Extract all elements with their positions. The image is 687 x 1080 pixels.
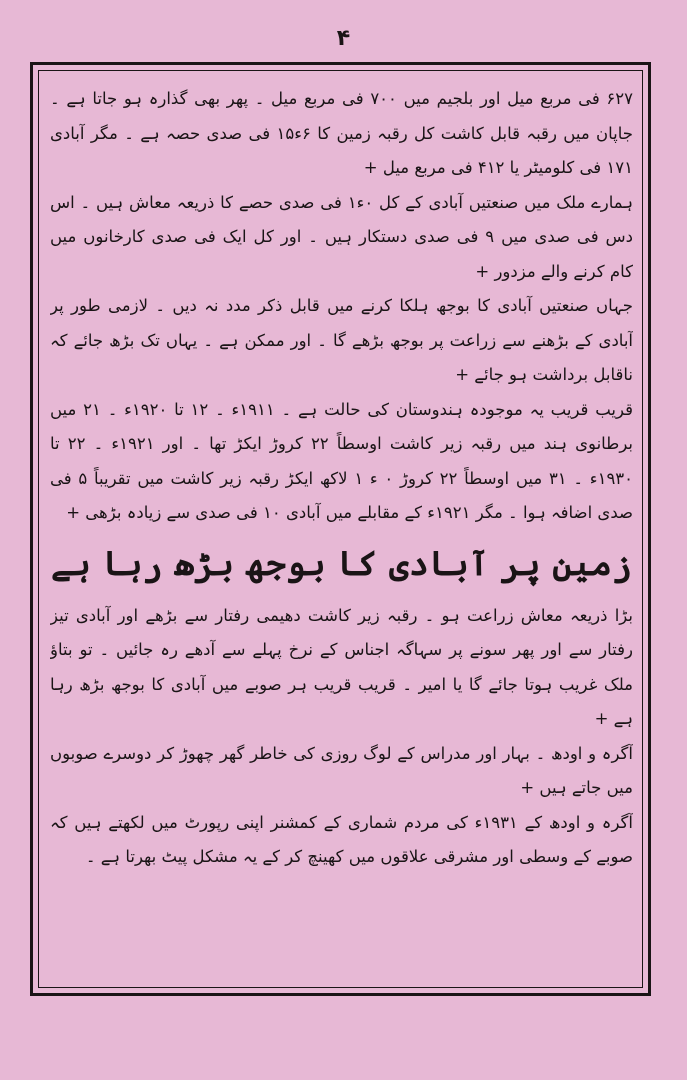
- paragraph-livelihood: بڑا ذریعہ معاش زراعت ہو ۔ رقبہ زیر کاشت دھیمی رفتار سے بڑھے اور آبادی تیز رفتار سے اور پھر سونے پر سہاگہ اجناس کے نرخ پہلے سے آدھے رہ جائیں ۔ تو بتاؤ ملک غریب ہوتا جائے گا یا امیر ۔ قریب قریب ہر صوبے میں آبادی کا بوجھ بڑھ رہا ہے +: [50, 605, 633, 728]
- page-body: [50, 82, 633, 982]
- paragraph-migration: آگرہ و اودھ ۔ بہار اور مدراس کے لوگ روزی کی خاطر گھر چھوڑ کر دوسرے صوبوں میں جاتے ہیں +: [50, 743, 633, 797]
- page-number: ۴: [336, 26, 351, 51]
- section-heading: زمین پر آبادی کا بوجھ بڑھ رہا ہے: [51, 543, 632, 584]
- paragraph-agriculture-burden: جہاں صنعتیں آبادی کا بوجھ ہلکا کرنے میں قابل ذکر مدد نہ دیں ۔ لازمی طور پر آبادی کے بڑھنے سے زراعت پر بوجھ بڑھے گا ۔ اور ممکن ہے ۔ یہاں تک بڑھ جائے کہ ناقابل برداشت ہو جائے +: [50, 296, 633, 384]
- paragraph-population-density: ۶۲۷ فی مربع میل اور بلجیم میں ۷۰۰ فی مربع میل ۔ پھر بھی گذارہ ہو جاتا ہے ۔ جاپان میں رقبہ قابل کاشت کل رقبہ زمین کا ۶ء۱۵ فی صدی حصہ ہے ۔ مگر آبادی ۱۷۱ فی کلومیٹر یا ۴۱۲ فی مربع میل +: [50, 89, 633, 177]
- paragraph-census-report: آگرہ و اودھ کے ۱۹۳۱ء کی مردم شماری کے کمشنر اپنی رپورٹ میں لکھتے ہیں کہ صوبے کے وسطی اور مشرقی علاقوں میں کھینچ کر کے یہ مشکل پیٹ بھرتا ہے ۔: [50, 812, 633, 866]
- paragraph-industries: ہمارے ملک میں صنعتیں آبادی کے کل ۰ء۱ فی صدی حصے کا ذریعہ معاش ہیں ۔ اس دس فی صدی میں ۹ فی صدی دستکار ہیں ۔ اور کل ایک فی صدی کارخانوں میں کام کرنے والے مزدور +: [50, 192, 633, 281]
- paragraph-india-condition: قریب قریب یہ موجودہ ہندوستان کی حالت ہے ۔ ۱۹۱۱ء ۔ ۱۲ تا ۱۹۲۰ء ۔ ۲۱ میں برطانوی ہند میں رقبہ زیر کاشت اوسطاً ۲۲ کروڑ ایکڑ تھا ۔ اور ۱۹۲۱ء ۔ ۲۲ تا ۱۹۳۰ء ۔ ۳۱ میں اوسطاً ۲۲ کروڑ ۰ ء ۱ لاکھ ایکڑ رقبہ زیر کاشت میں تقریباً ۵ فی صدی اضافہ ہوا ۔ مگر ۱۹۲۱ء کے مقابلے میں آبادی ۱۰ فی صدی سے زیادہ بڑھی +: [50, 399, 633, 522]
